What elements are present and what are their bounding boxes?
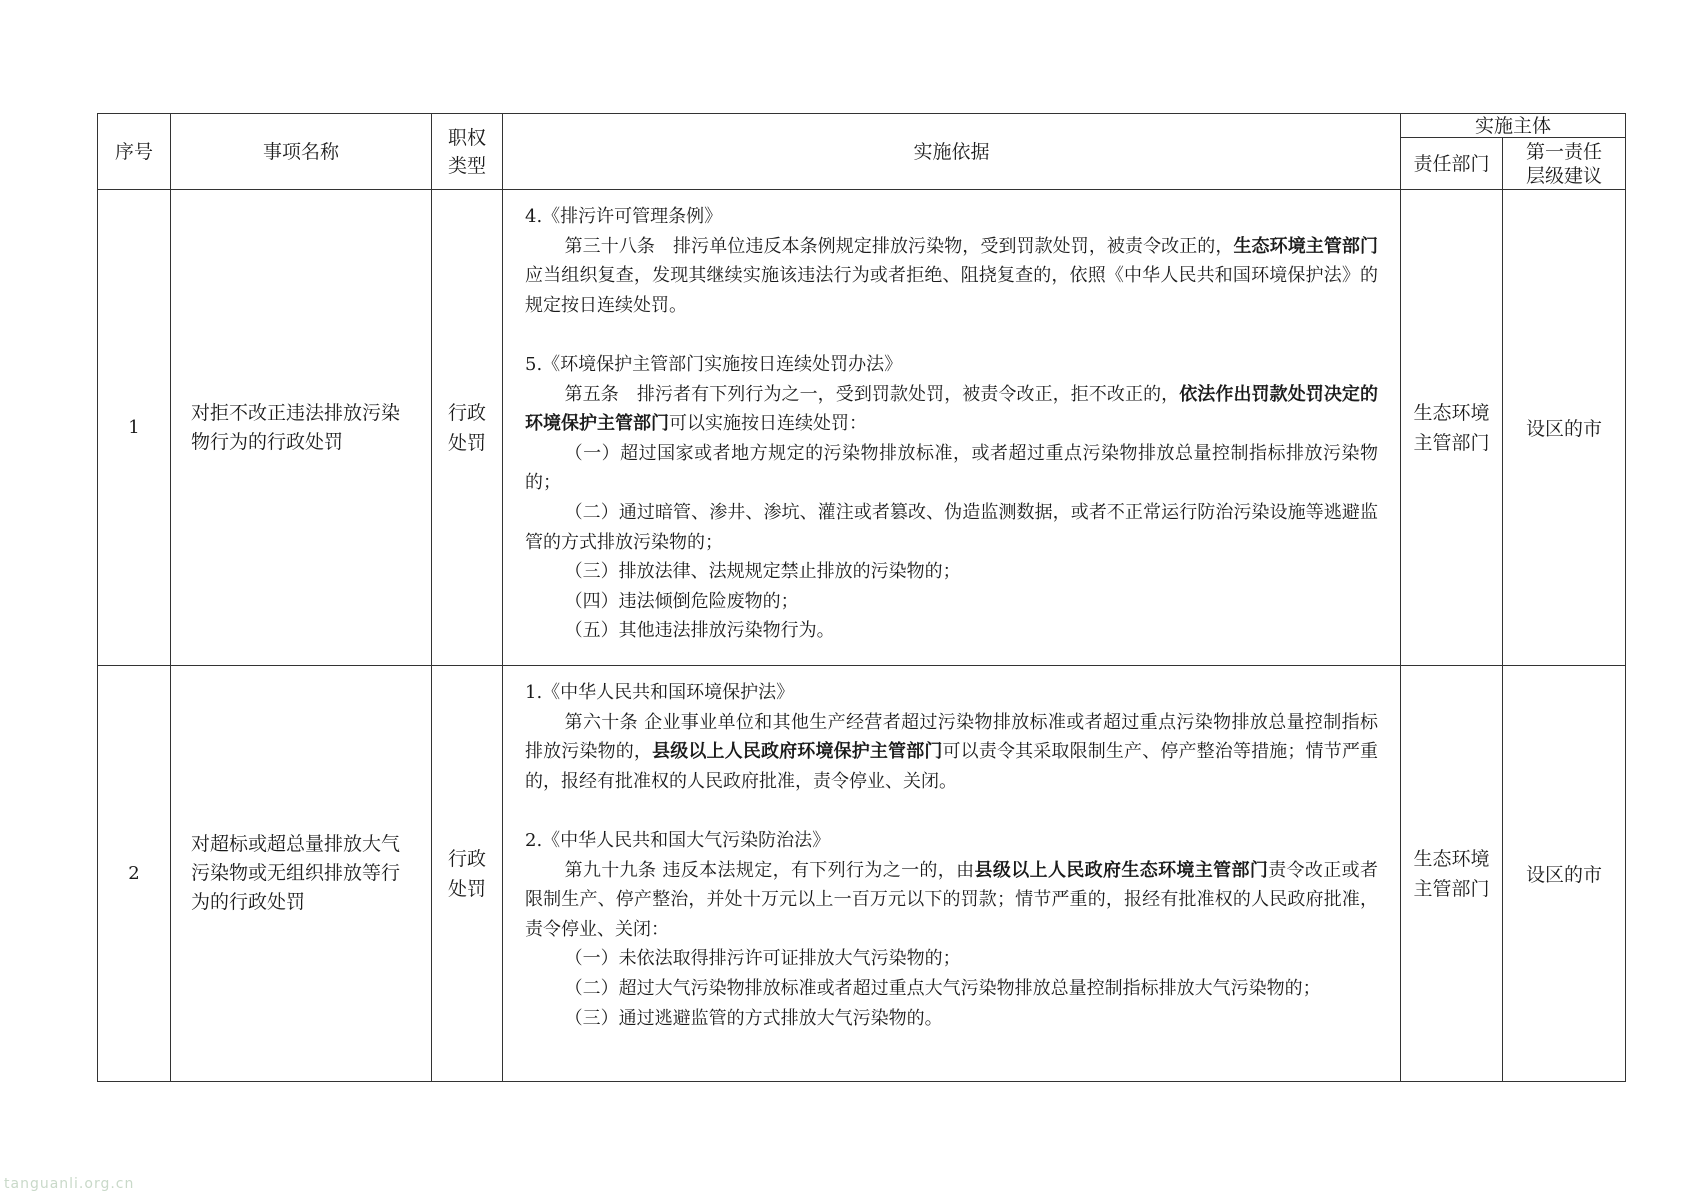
- article-text: 可以责令其采取限制生产、停产整治等措施；情节严重的，报经有批准权的人民政府批准，责令停业、关闭。: [525, 741, 1379, 792]
- law-article: [525, 380, 1378, 439]
- item-name: 对拒不改正违法排放污染物行为的行政处罚: [171, 190, 432, 666]
- list-item: （一）超过国家或者地方规定的污染物排放标准，或者超过重点污染物排放总量控制指标排放污染物的；: [525, 442, 1378, 494]
- row-number: 1: [98, 190, 171, 666]
- header-no: 序号: [98, 114, 171, 190]
- header-level-text: 第一责任层级建议: [1526, 140, 1603, 187]
- header-type-text: 职权类型: [447, 126, 486, 177]
- law-article: [525, 232, 1378, 321]
- table-row: [98, 190, 1626, 666]
- law-title: 4.《排污许可管理条例》: [525, 206, 723, 227]
- list-item: （三）通过逃避监管的方式排放大气污染物的。: [564, 1007, 943, 1029]
- header-row-1: [98, 114, 1626, 138]
- responsibility-level: 设区的市: [1503, 190, 1626, 666]
- list-item: （四）违法倾倒危险废物的；: [564, 590, 799, 612]
- header-name: 事项名称: [171, 114, 432, 190]
- item-name: 对超标或超总量排放大气污染物或无组织排放等行为的行政处罚: [171, 666, 432, 1082]
- responsible-dept: 生态环境主管部门: [1401, 190, 1503, 666]
- responsibility-level: 设区的市: [1503, 666, 1626, 1082]
- header-basis: 实施依据: [503, 114, 1401, 190]
- law-article: [525, 856, 1378, 945]
- list-item: （五）其他违法排放污染物行为。: [564, 620, 835, 642]
- enforcement-table: [97, 113, 1626, 1082]
- article-text: 可以实施按日连续处罚：: [669, 413, 867, 435]
- article-text: 第九十九条 违反本法规定，有下列行为之一的，由: [564, 859, 975, 881]
- law-article: [525, 708, 1378, 797]
- article-text: 第三十八条 排污单位违反本条例规定排放污染物，受到罚款处罚，被责令改正的，: [564, 235, 1234, 257]
- legal-basis: [503, 190, 1401, 666]
- article-text: 应当组织复查，发现其继续实施该违法行为或者拒绝、阻挠复查的，依照《中华人民共和国环境保护法》的规定按日连续处罚。: [525, 265, 1378, 316]
- law-title: 1.《中华人民共和国环境保护法》: [525, 682, 795, 703]
- header-level: [1503, 138, 1626, 190]
- article-text: 第五条 排污者有下列行为之一，受到罚款处罚，被责令改正，拒不改正的，: [564, 383, 1180, 405]
- header-type: [432, 114, 503, 190]
- article-authority: 县级以上人民政府环境保护主管部门: [652, 741, 943, 763]
- list-item: （二）超过大气污染物排放标准或者超过重点大气污染物排放总量控制指标排放大气污染物的；: [564, 977, 1321, 999]
- list-item: （一）未依法取得排污许可证排放大气污染物的；: [564, 948, 961, 970]
- law-title: 5.《环境保护主管部门实施按日连续处罚办法》: [525, 353, 903, 375]
- article-text: 第六十条 企业事业单位和其他生产经营者超过污染物排放标准或者超过重点污染物排放总量控制指标排放污染物的，: [525, 711, 1378, 763]
- table-row: [98, 666, 1626, 1082]
- responsible-dept: 生态环境主管部门: [1401, 666, 1503, 1082]
- article-text: 责令改正或者限制生产、停产整治，并处十万元以上一百万元以下的罚款；情节严重的，报经有批准权的人民政府批准，责令停业、关闭：: [525, 859, 1378, 940]
- list-item: （二）通过暗管、渗井、渗坑、灌注或者篡改、伪造监测数据，或者不正常运行防治污染设施等逃避监管的方式排放污染物的；: [525, 501, 1378, 553]
- authority-type: 行政处罚: [432, 666, 503, 1082]
- law-title: 2.《中华人民共和国大气污染防治法》: [525, 829, 831, 851]
- article-authority: 生态环境主管部门: [1233, 235, 1379, 257]
- authority-type: 行政处罚: [432, 190, 503, 666]
- header-subject: 实施主体: [1401, 114, 1626, 138]
- list-item: （三）排放法律、法规规定禁止排放的污染物的；: [564, 561, 961, 583]
- legal-basis: [503, 666, 1401, 1082]
- article-authority: 县级以上人民政府生态环境主管部门: [974, 859, 1269, 881]
- row-number: 2: [98, 666, 171, 1082]
- header-dept: 责任部门: [1401, 138, 1503, 190]
- article-authority: 依法作出罚款处罚决定的环境保护主管部门: [525, 383, 1379, 435]
- watermark: tanguanli.org.cn: [4, 1176, 135, 1192]
